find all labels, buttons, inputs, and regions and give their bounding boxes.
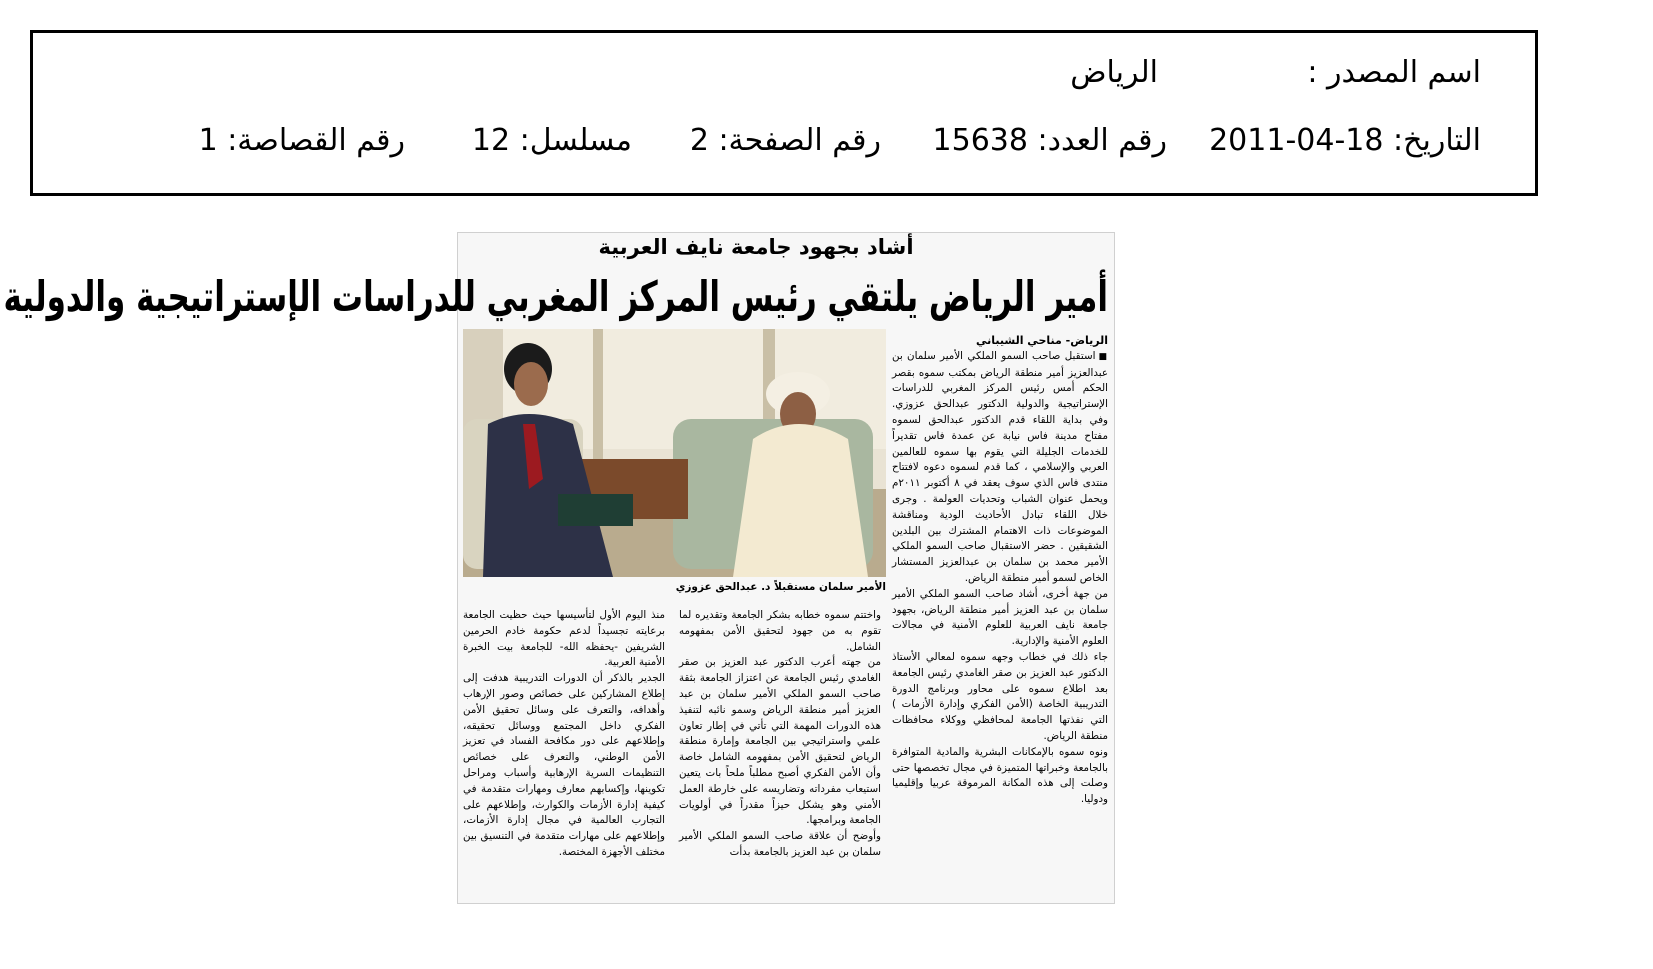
page-number-field: رقم الصفحة: 2 [689,123,881,158]
date-field: التاريخ: 18-04-2011 [1209,123,1481,158]
paragraph: الجدير بالذكر أن الدورات التدريبية هدفت إلى إطلاع المشاركين على خصائص وصور الإرهاب وأهدافه، والتعرف على وسائل تحقيق الأمن الفكري داخل المجتمع ووسائل تحقيقه، وإطلاعهم على دور مكافحة الفساد في تعزيز الأمن الوطني، والتعرف على خصائص التنظيمات السرية الإرهابية وأسباب ومراحل تكوينها، وإكسابهم معارف ومهارات متقدمة في كيفية إدارة الأزمات والكوارث، وإطلاعهم على التجارب العالمية في مجال إدارة الأزمات، وإطلاعهم على مهارات متقدمة في التنسيق بين مختلف الأجهزة المختصة. [463,672,665,858]
paragraph: جاء ذلك في خطاب وجهه سموه لمعالي الأستاذ الدكتور عبد العزيز بن صقر الغامدي رئيس الجامعة بعد اطلاع سموه على محاور وبرنامج الدورة التدريبية الخاصة (الأمن الفكري وإدارة الأزمات ) التي نفذتها الجامعة لمحافظي ووكلاء محافظات منطقة الرياض. [892,650,1108,742]
newspaper-clipping [3,232,1115,904]
serial-field: مسلسل: 12 [471,123,632,158]
clipping-number-field: رقم القصاصة: 1 [198,123,405,158]
article-column-middle [679,608,881,900]
article-kicker: أشاد بجهود جامعة نايف العربية [598,235,914,259]
paragraph: واختتم سموه خطابه بشكر الجامعة وتقديره لما تقوم به من جهود لتحقيق الأمن بمفهومه الشامل. [679,609,881,653]
article-headline: أمير الرياض يلتقي رئيس المركز المغربي للدراسات الإستراتيجية والدولية [3,273,1108,322]
bullet-marker: ■ [1098,351,1108,362]
paragraph: منذ اليوم الأول لتأسيسها حيث حظيت الجامعة برعايته تجسيداً لدعم حكومة خادم الحرمين الشريفين -يحفظه الله- للجامعة بيت الخبرة الأمنية العربية. [463,609,665,669]
article-column-right [892,333,1108,898]
clipping-header-box [30,30,1538,196]
issue-number-field: رقم العدد: 15638 [932,123,1167,158]
article-photo [463,329,886,577]
paragraph: من جهة أخرى، أشاد صاحب السمو الملكي الأمير سلمان بن عبد العزيز أمير منطقة الرياض، بجهود جامعة نايف العربية للعلوم الأمنية في مجالات العلوم الأمنية والإدارية. [892,587,1108,648]
paragraph: من جهته أعرب الدكتور عبد العزيز بن صقر الغامدي رئيس الجامعة عن اعتزاز الجامعة بثقة صاحب السمو الملكي الأمير سلمان بن عبد العزيز أمير منطقة الرياض وسمو نائبه لتنفيذ هذه الدورات المهمة التي تأتي في إطار تعاون علمي واستراتيجي بين الجامعة وإمارة منطقة الرياض لتحقيق الأمن بمفهومه الشامل خاصة وأن الأمن الفكري أصبح مطلباً ملحاً بات يتعين استيعاب مفرداته وتضاريسه على خارطة العمل الأمني وهو يشكل حيزاً مقدراً في أولويات الجامعة وبرامجها. [679,656,881,827]
source-label: اسم المصدر : [1307,55,1481,90]
paragraph: استقبل صاحب السمو الملكي الأمير سلمان بن عبدالعزيز أمير منطقة الرياض بمكتب سموه بقصر الحكم أمس رئيس المركز المغربي للدراسات الإستراتيجية والدولية الدكتور عبدالحق عزوزي. وفي بداية اللقاء قدم الدكتور عبدالحق لسموه مفتاح مدينة فاس نيابة عن عمدة فاس تقديراً للخدمات الجليلة التي يقوم بها سموه للعالمين العربي والإسلامي ، كما قدم لسموه دعوه لافتتاح منتدى فاس الذي سوف يعقد في ٨ أكتوبر ٢٠١١م ويحمل عنوان الشباب وتحديات العولمة . وجرى خلال اللقاء تبادل الأحاديث الودية ومناقشة الموضوعات ذات الاهتمام المشترك بين البلدين الشقيقين . حضر الاستقبال صاحب السمو الملكي الأمير محمد بن سلمان بن عبدالعزيز المستشار الخاص لسمو أمير منطقة الرياض. [892,349,1108,584]
paragraph: وأوضح أن علاقة صاحب السمو الملكي الأمير سلمان بن عبد العزيز بالجامعة بدأت [679,830,881,858]
source-value: الرياض [1070,55,1158,90]
article-column-left [463,608,665,900]
article-byline: الرياض- مناحي الشيباني [976,334,1108,347]
paragraph: ونوه سموه بالإمكانات البشرية والمادية المتوافرة بالجامعة وخبراتها المتميزة في مجال تخصصها حتى وصلت إلى هذه المكانة المرموقة عربيا وإقليميا ودوليا. [892,745,1108,806]
photo-caption: الأمير سلمان مستقبلاً د. عبدالحق عزوزي [675,581,886,593]
